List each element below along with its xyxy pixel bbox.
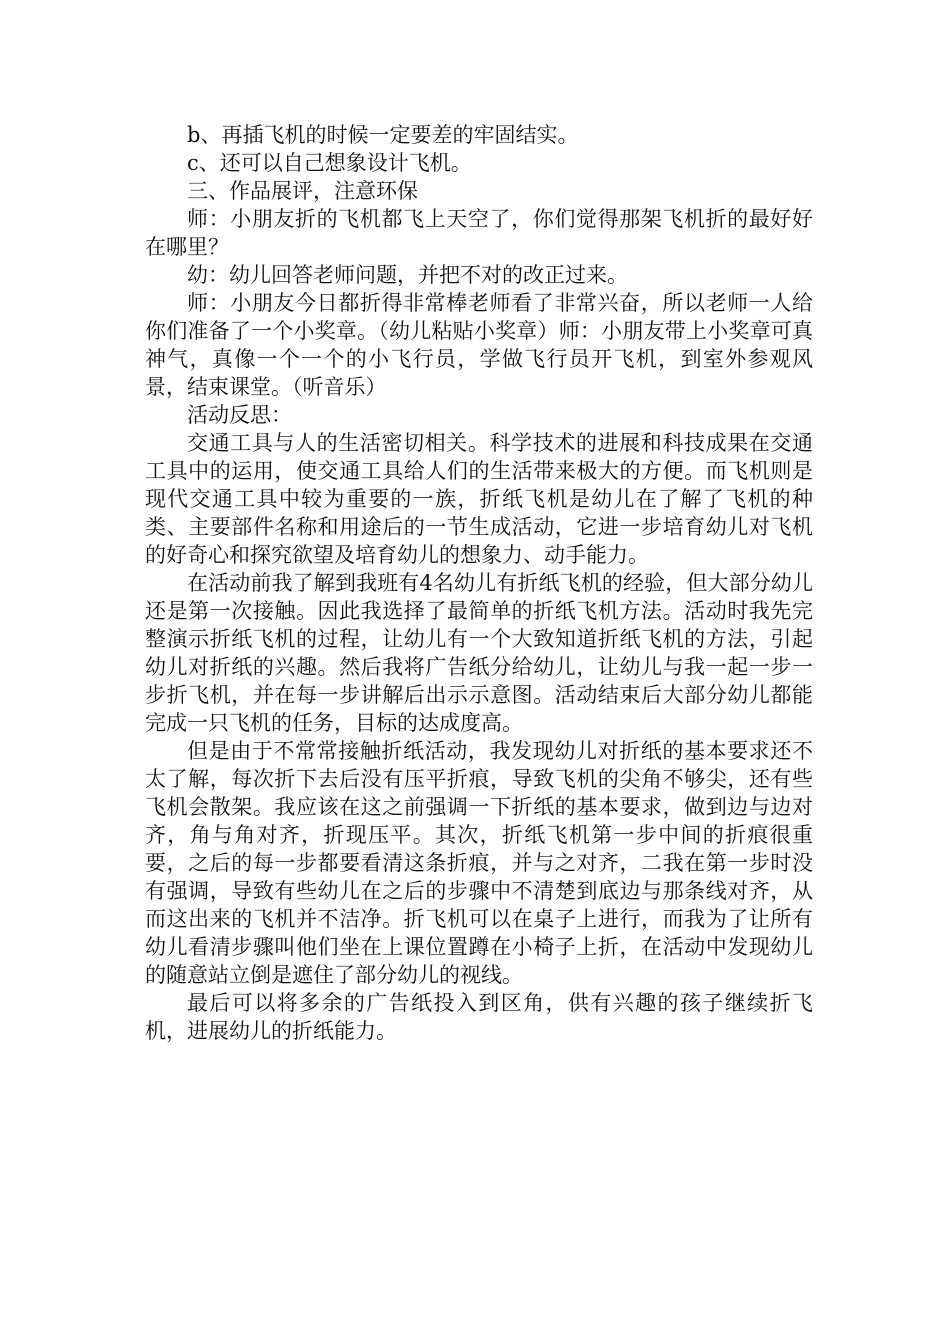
paragraph-step-b: b、再插飞机的时候一定要差的牢固结实。: [187, 123, 579, 147]
document-body: [145, 121, 813, 1045]
paragraph-child-answer: 幼：幼儿回答老师问题，并把不对的改正过来。: [187, 263, 628, 287]
paragraph-teacher-question: 师：小朋友折的飞机都飞上天空了，你们觉得那架飞机折的最好好在哪里？: [145, 207, 813, 259]
paragraph-step-c: c、还可以自己想象设计飞机。: [187, 151, 472, 175]
paragraph-reflection-problems: 但是由于不常常接触折纸活动，我发现幼儿对折纸的基本要求还不太了解，每次折下去后没有压平折痕，导致飞机的尖角不够尖，还有些飞机会散架。我应该在这之前强调一下折纸的基本要求，做到边与边对齐，角与角对齐，折现压平。其次，折纸飞机第一步中间的折痕很重要，之后的每一步都要看清这条折痕，并与之对齐，二我在第一步时没有强调，导致有些幼儿在之后的步骤中不清楚到底边与那条线对齐，从而这出来的飞机并不洁净。折飞机可以在桌子上进行，而我为了让所有幼儿看清步骤叫他们坐在上课位置蹲在小椅子上折，在活动中发现幼儿的随意站立倒是遮住了部分幼儿的视线。: [145, 739, 813, 987]
section-heading-reflection: 活动反思：: [187, 403, 292, 427]
paragraph-teacher-closing: 师：小朋友今日都折得非常棒老师看了非常兴奋，所以老师一人给你们准备了一个小奖章。（幼儿粘贴小奖章）师：小朋友带上小奖章可真神气，真像一个一个的小飞行员，学做飞行员开飞机，到室外参观风景，结束课堂。（听音乐）: [145, 291, 813, 399]
paragraph-reflection-process: 在活动前我了解到我班有4名幼儿有折纸飞机的经验，但大部分幼儿还是第一次接触。因此我选择了最简单的折纸飞机方法。活动时我先完整演示折纸飞机的过程，让幼儿有一个大致知道折纸飞机的方法，引起幼儿对折纸的兴趣。然后我将广告纸分给幼儿，让幼儿与我一起一步一步折飞机，并在每一步讲解后出示示意图。活动结束后大部分幼儿都能完成一只飞机的任务，目标的达成度高。: [145, 571, 813, 735]
paragraph-reflection-intro: 交通工具与人的生活密切相关。科学技术的进展和科技成果在交通工具中的运用，使交通工具给人们的生活带来极大的方便。而飞机则是现代交通工具中较为重要的一族，折纸飞机是幼儿在了解了飞机的种类、主要部件名称和用途后的一节生成活动，它进一步培育幼儿对飞机的好奇心和探究欲望及培育幼儿的想象力、动手能力。: [145, 431, 813, 567]
section-heading-exhibition: 三、作品展评，注意环保: [187, 179, 418, 203]
paragraph-reflection-conclusion: 最后可以将多余的广告纸投入到区角，供有兴趣的孩子继续折飞机，进展幼儿的折纸能力。: [145, 991, 813, 1043]
